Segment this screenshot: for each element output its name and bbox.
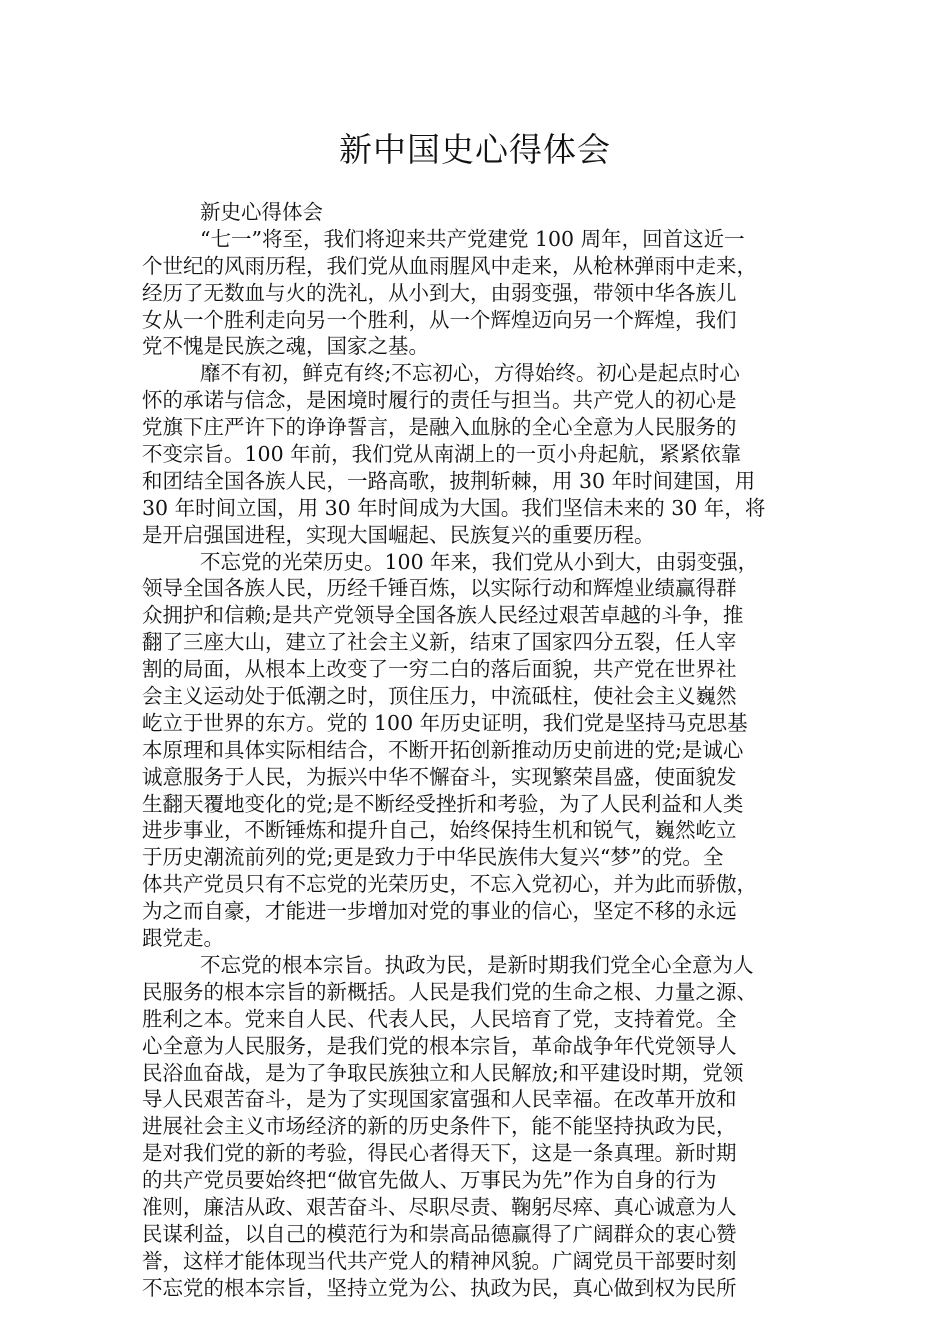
text-line: 经历了无数血与火的洗礼，从小到大，由弱变强，带领中华各族儿	[142, 280, 737, 305]
text-line: 屹立于世界的东方。党的 100 年历史证明，我们党是坚持马克思基	[142, 710, 748, 735]
text-line: 民浴血奋战，是为了争取民族独立和人民解放;和平建设时期，党领	[142, 1060, 744, 1085]
text-line: 为之而自豪，才能进一步增加对党的事业的信心，坚定不移的永远	[142, 899, 737, 924]
text-line: 女从一个胜利走向另一个胜利，从一个辉煌迈向另一个辉煌，我们	[142, 307, 737, 332]
text-line: 众拥护和信赖;是共产党领导全国各族人民经过艰苦卓越的斗争，推	[142, 603, 744, 628]
text-line: 靡不有初，鲜克有终;不忘初心，方得始终。初心是起点时心	[200, 361, 740, 386]
text-line: 跟党走。	[142, 926, 224, 951]
text-line: 胜利之本。党来自人民、代表人民，人民培育了党，支持着党。全	[142, 1006, 737, 1031]
text-line: 翻了三座大山，建立了社会主义新，结束了国家四分五裂，任人宰	[142, 630, 737, 655]
text-line: 进步事业，不断锤炼和提升自己，始终保持生机和锐气，巍然屹立	[142, 818, 737, 843]
text-line: 是开启强国进程，实现大国崛起、民族复兴的重要历程。	[142, 522, 655, 547]
text-line: 不忘党的光荣历史。100 年来，我们党从小到大，由弱变强，	[200, 549, 759, 574]
text-line: 会主义运动处于低潮之时，顶住压力，中流砥柱，使社会主义巍然	[142, 684, 737, 709]
text-line: 个世纪的风雨历程，我们党从血雨腥风中走来，从枪林弹雨中走来，	[142, 253, 757, 278]
text-line: 民服务的根本宗旨的新概括。人民是我们党的生命之根、力量之源、	[142, 979, 757, 1004]
text-line: 割的局面，从根本上改变了一穷二白的落后面貌，共产党在世界社	[142, 657, 737, 682]
text-line: 誉，这样才能体现当代共产党人的精神风貌。广阔党员干部要时刻	[142, 1248, 737, 1273]
text-line: 的共产党员要始终把“做官先做人、万事民为先”作为自身的行为	[142, 1168, 717, 1193]
text-line: 党旗下庄严许下的诤诤誓言，是融入血脉的全心全意为人民服务的	[142, 415, 737, 440]
text-line: 准则，廉洁从政、艰苦奋斗、尽职尽责、鞠躬尽瘁、真心诚意为人	[142, 1194, 737, 1219]
text-line: 新史心得体会	[200, 200, 323, 224]
text-line: 民谋利益，以自己的模范行为和崇高品德赢得了广阔群众的衷心赞	[142, 1221, 737, 1246]
text-line: 体共产党员只有不忘党的光荣历史，不忘入党初心，并为此而骄傲，	[142, 872, 757, 897]
text-line: 和团结全国各族人民，一路高歌，披荆斩棘，用 30 年时间建国，用	[142, 468, 756, 493]
text-line: “七一”将至，我们将迎来共产党建党 100 周年，回首这近一	[200, 226, 745, 251]
text-line: 导人民艰苦奋斗，是为了实现国家富强和人民幸福。在改革开放和	[142, 1087, 737, 1112]
text-line: 怀的承诺与信念，是困境时履行的责任与担当。共产党人的初心是	[142, 388, 737, 413]
text-line: 不忘党的根本宗旨。执政为民，是新时期我们党全心全意为人	[200, 952, 754, 977]
text-line: 是对我们党的新的考验，得民心者得天下，这是一条真理。新时期	[142, 1141, 737, 1166]
text-line: 于历史潮流前列的党;更是致力于中华民族伟大复兴“梦”的党。全	[142, 845, 724, 870]
text-line: 党不愧是民族之魂，国家之基。	[142, 334, 429, 359]
document-body	[142, 199, 822, 1302]
text-line: 生翻天覆地变化的党;是不断经受挫折和考验，为了人民利益和人类	[142, 791, 744, 816]
text-line: 进展社会主义市场经济的新的历史条件下，能不能坚持执政为民，	[142, 1114, 737, 1139]
text-line: 心全意为人民服务，是我们党的根本宗旨，革命战争年代党领导人	[142, 1033, 737, 1058]
text-line: 30 年时间立国，用 30 年时间成为大国。我们坚信未来的 30 年，将	[142, 495, 766, 520]
text-line: 不变宗旨。100 年前，我们党从南湖上的一页小舟起航，紧紧依靠	[142, 442, 742, 467]
text-line: 本原理和具体实际相结合，不断开拓创新推动历史前进的党;是诚心	[142, 737, 744, 762]
document-title: 新中国史心得体会	[339, 130, 611, 169]
text-line: 不忘党的根本宗旨，坚持立党为公、执政为民，真心做到权为民所	[142, 1275, 737, 1300]
text-line: 领导全国各族人民，历经千锤百炼，以实际行动和辉煌业绩赢得群	[142, 576, 737, 601]
text-line: 诚意服务于人民，为振兴中华不懈奋斗，实现繁荣昌盛，使面貌发	[142, 764, 737, 789]
